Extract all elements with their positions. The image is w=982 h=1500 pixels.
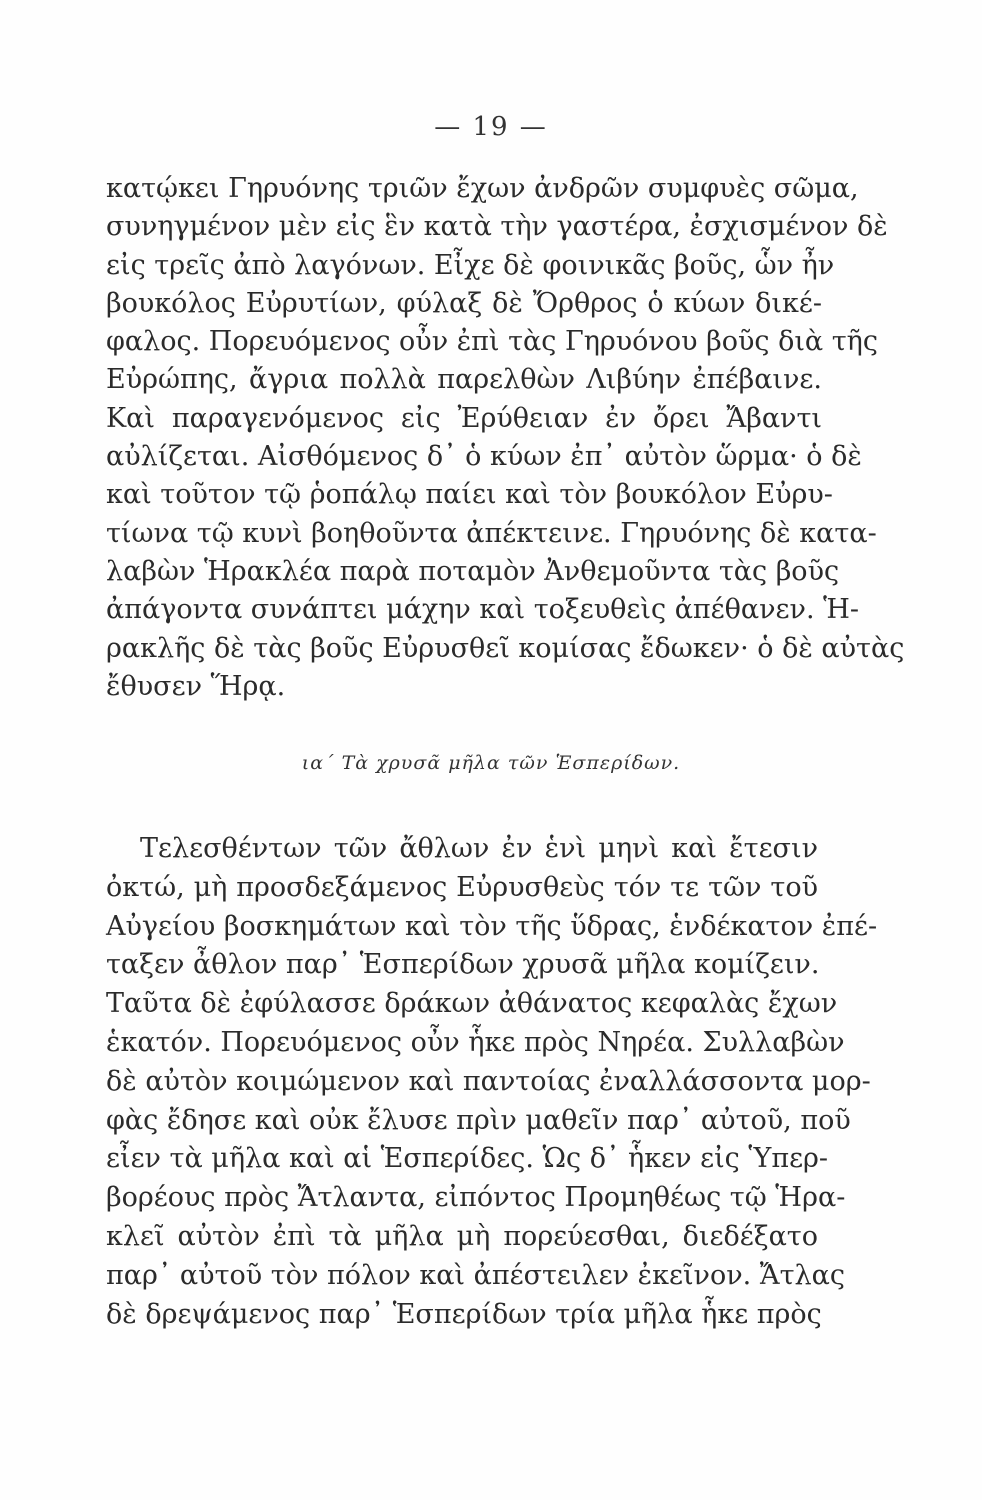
text-line: ἔθυσεν Ἥρᾳ. (106, 670, 286, 702)
text-line: φαλος. Πορευόμενος οὖν ἐπὶ τὰς Γηρυόνου βοῦς διὰ τῆς (106, 326, 878, 358)
text-line: Τελεσθέντων τῶν ἄθλων ἐν ἑνὶ μηνὶ καὶ ἔτεσιν (140, 833, 818, 864)
text-line: βορέους πρὸς Ἄτλαντα, εἰπόντος Προμηθέως τῷ Ἡρα- (106, 1182, 846, 1214)
text-line: ἑκατόν. Πορευόμενος οὖν ἧκε πρὸς Νηρέα. Συλλαβὼν (106, 1026, 845, 1058)
section-heading: ια΄ Τὰ χρυσᾶ μῆλα τῶν Ἑσπερίδων. (301, 752, 681, 774)
text-line: αὐλίζεται. Αἰσθόμενος δ᾽ ὁ κύων ἐπ᾽ αὐτὸν ὥρμα· ὁ δὲ (106, 441, 862, 473)
text-line: λαβὼν Ἡρακλέα παρὰ ποταμὸν Ἀνθεμοῦντα τὰς βοῦς (106, 555, 840, 587)
text-line: Καὶ παραγενόμενος εἰς Ἐρύθειαν ἐν ὄρει Ἄβαντι (106, 402, 822, 434)
paragraph-1 (106, 170, 905, 706)
text-line: καὶ τοῦτον τῷ ῥοπάλῳ παίει καὶ τὸν βουκόλον Εὐρυ- (106, 479, 833, 511)
paragraph-2 (106, 830, 878, 1334)
text-line: Ταῦτα δὲ ἐφύλασσε δράκων ἀθάνατος κεφαλὰς ἔχων (106, 988, 838, 1020)
text-line: φὰς ἔδησε καὶ οὐκ ἔλυσε πρὶν μαθεῖν παρ᾽ αὐτοῦ, ποῦ (106, 1104, 851, 1136)
page-number: — 19 — (434, 112, 548, 142)
text-line: δὲ δρεψάμενος παρ᾽ Ἑσπερίδων τρία μῆλα ἧκε πρὸς (106, 1298, 822, 1330)
text-line: κλεῖ αὐτὸν ἐπὶ τὰ μῆλα μὴ πορεύεσθαι, διεδέξατο (106, 1220, 818, 1252)
text-line: εἶεν τὰ μῆλα καὶ αἱ Ἑσπερίδες. Ὡς δ᾽ ἧκεν εἰς Ὑπερ- (106, 1143, 829, 1175)
text-line: κατῴκει Γηρυόνης τριῶν ἔχων ἀνδρῶν συμφυὲς σῶμα, (106, 173, 859, 204)
text-line: ταξεν ἆθλον παρ᾽ Ἑσπερίδων χρυσᾶ μῆλα κομίζειν. (106, 949, 820, 981)
text-line: συνηγμένον μὲν εἰς ἓν κατὰ τὴν γαστέρα, ἐσχισμένον δὲ (106, 211, 888, 243)
text-line: Αὐγείου βοσκημάτων καὶ τὸν τῆς ὕδρας, ἑνδέκατον ἐπέ- (106, 910, 878, 942)
text-line: παρ᾽ αὐτοῦ τὸν πόλον καὶ ἀπέστειλεν ἐκεῖνον. Ἄτλας (106, 1259, 846, 1291)
text-line: Εὐρώπης, ἄγρια πολλὰ παρελθὼν Λιβύην ἐπέβαινε. (106, 364, 822, 396)
text-line: ἀπάγοντα συνάπτει μάχην καὶ τοξευθεὶς ἀπέθανεν. Ἡ- (106, 594, 860, 626)
text-line: βουκόλος Εὐρυτίων, φύλαξ δὲ Ὄρθρος ὁ κύων δικέ- (106, 287, 822, 319)
text-line: τίωνα τῷ κυνὶ βοηθοῦντα ἀπέκτεινε. Γηρυόνης δὲ κατα- (106, 517, 877, 549)
text-line: δὲ αὐτὸν κοιμώμενον καὶ παντοίας ἐναλλάσσοντα μορ- (106, 1065, 871, 1097)
text-line: ὀκτώ, μὴ προσδεξάμενος Εὐρυσθεὺς τόν τε τῶν τοῦ (106, 871, 818, 903)
text-line: εἰς τρεῖς ἀπὸ λαγόνων. Εἶχε δὲ φοινικᾶς βοῦς, ὧν ἦν (106, 249, 835, 281)
text-line: ρακλῆς δὲ τὰς βοῦς Εὐρυσθεῖ κομίσας ἔδωκεν· ὁ δὲ αὐτὰς (106, 632, 905, 664)
